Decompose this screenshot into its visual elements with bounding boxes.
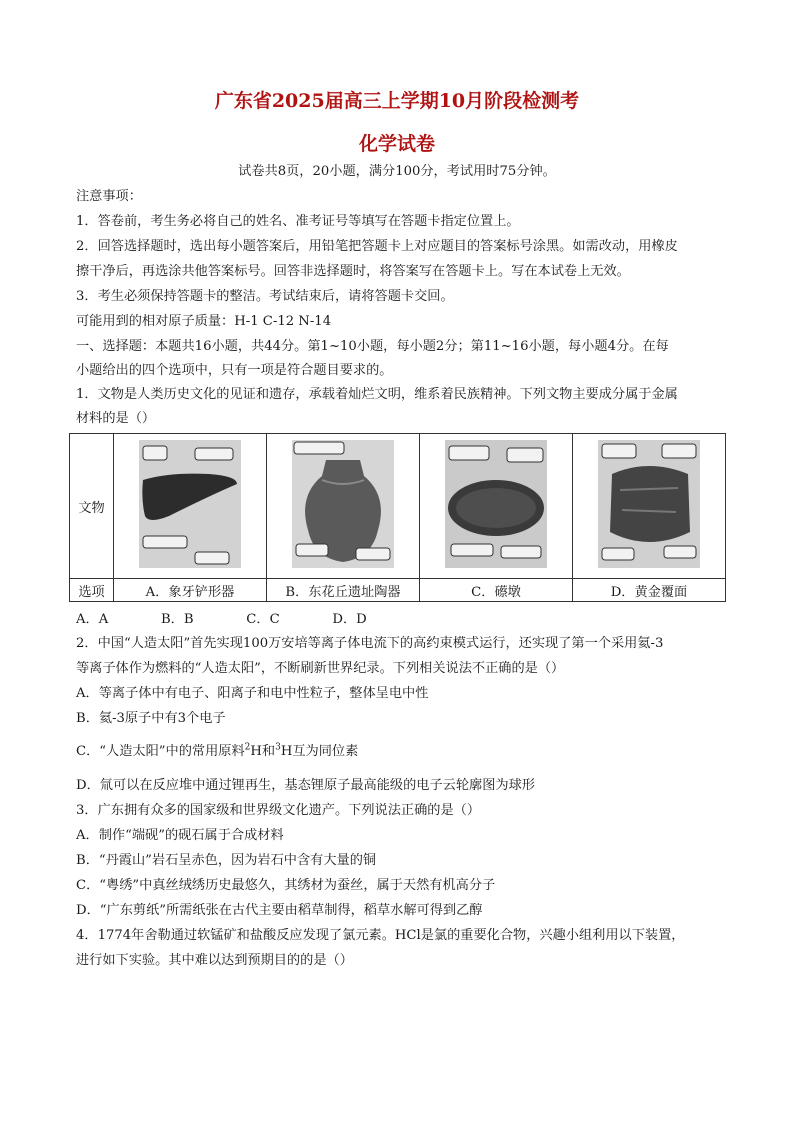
relic-photo-b	[267, 434, 420, 579]
option-row-label: 选项	[70, 579, 114, 602]
atomic-mass-line: 可能用到的相对原子质量：H-1 C-12 N-14	[76, 314, 332, 329]
notes-heading: 注意事项：	[76, 189, 142, 204]
q3-option-d: D．“广东剪纸”所需纸张在古代主要由稻草制得，稻草水解可得到乙醇	[76, 903, 483, 918]
q1-stem-2: 材料的是（）	[76, 411, 156, 426]
ivory-shovel-image	[139, 440, 241, 568]
relic-photo-a	[114, 434, 267, 579]
section-heading-1: 一、选择题：本题共16小题，共44分。第1~10小题，每小题2分；第11~16小题，每小题4分。在每	[76, 339, 669, 354]
q3-option-a: A．制作“端砚”的砚石属于合成材料	[76, 828, 284, 843]
relic-image-row	[70, 434, 726, 579]
note-item-2: 2．回答选择题时，选出每小题答案后，用铅笔把答题卡上对应题目的答案标号涂黑。如需改动，用橡皮	[76, 239, 678, 254]
q2-stem-1: 2．中国“人造太阳”首先实现100万安培等离子体电流下的高约束模式运行，还实现了第一个采用氦-3	[76, 636, 664, 651]
relic-option-row	[70, 579, 726, 602]
exam-title: 广东省2025届高三上学期10月阶段检测考	[214, 90, 580, 112]
q3-stem: 3．广东拥有众多的国家级和世界级文化遗产。下列说法正确的是（）	[76, 803, 481, 818]
q1-stem-1: 1．文物是人类历史文化的见证和遗存，承载着灿烂文明，维系着民族精神。下列文物主要成分属于金属	[76, 387, 678, 402]
relic-row-label: 文物	[70, 434, 114, 579]
exam-info: 试卷共8页，20小题，满分100分，考试用时75分钟。	[238, 164, 556, 179]
q2-option-c: C．“人造太阳”中的常用原料$^2$H和$^3$H互为同位素	[76, 742, 359, 759]
relic-table	[69, 433, 726, 602]
section-heading-2: 小题给出的四个选项中，只有一项是符合题目要求的。	[76, 363, 393, 378]
q4-stem-2: 进行如下实验。其中难以达到预期目的的是（）	[76, 953, 353, 968]
q2-option-a: A．等离子体中有电子、阳离子和电中性粒子，整体呈电中性	[76, 686, 429, 701]
q3-option-b: B．“丹霞山”岩石呈赤色，因为岩石中含有大量的铜	[76, 853, 377, 868]
option-cell-a: A．象牙铲形器	[114, 579, 267, 602]
option-cell-c: C．礤墩	[420, 579, 573, 602]
q2-option-b: B．氦-3原子中有3个电子	[76, 711, 226, 726]
note-item-2-cont: 擦干净后，再选涂共他答案标号。回答非选择题时，将答案写在答题卡上。写在本试卷上无效。	[76, 264, 630, 279]
relic-photo-d	[573, 434, 726, 579]
stone-pestle-image	[445, 440, 547, 568]
note-item-1: 1．答卷前，考生务必将自己的姓名、准考证号等填写在答题卡指定位置上。	[76, 214, 520, 229]
note-item-3: 3．考生必须保持答题卡的整洁。考试结束后，请将答题卡交回。	[76, 289, 454, 304]
pottery-jar-image	[292, 440, 394, 568]
option-cell-d: D．黄金覆面	[573, 579, 726, 602]
option-cell-b: B．东花丘遗址陶器	[267, 579, 420, 602]
q1-choices: A．A B．B C．C D．D	[76, 612, 367, 627]
q3-option-c: C．“粤绣”中真丝绒绣历史最悠久，其绣材为蚕丝，属于天然有机高分子	[76, 878, 496, 893]
gold-mask-image	[598, 440, 700, 568]
relic-photo-c	[420, 434, 573, 579]
exam-subject: 化学试卷	[358, 133, 435, 155]
q2-stem-2: 等离子体作为燃料的“人造太阳”，不断刷新世界纪录。下列相关说法不正确的是（）	[76, 661, 565, 676]
q2-option-d: D．氚可以在反应堆中通过锂再生，基态锂原子最高能级的电子云轮廓图为球形	[76, 778, 535, 793]
q4-stem-1: 4．1774年舍勒通过软锰矿和盐酸反应发现了氯元素。HCl是氯的重要化合物，兴趣小组利用以下装置，	[76, 928, 685, 943]
